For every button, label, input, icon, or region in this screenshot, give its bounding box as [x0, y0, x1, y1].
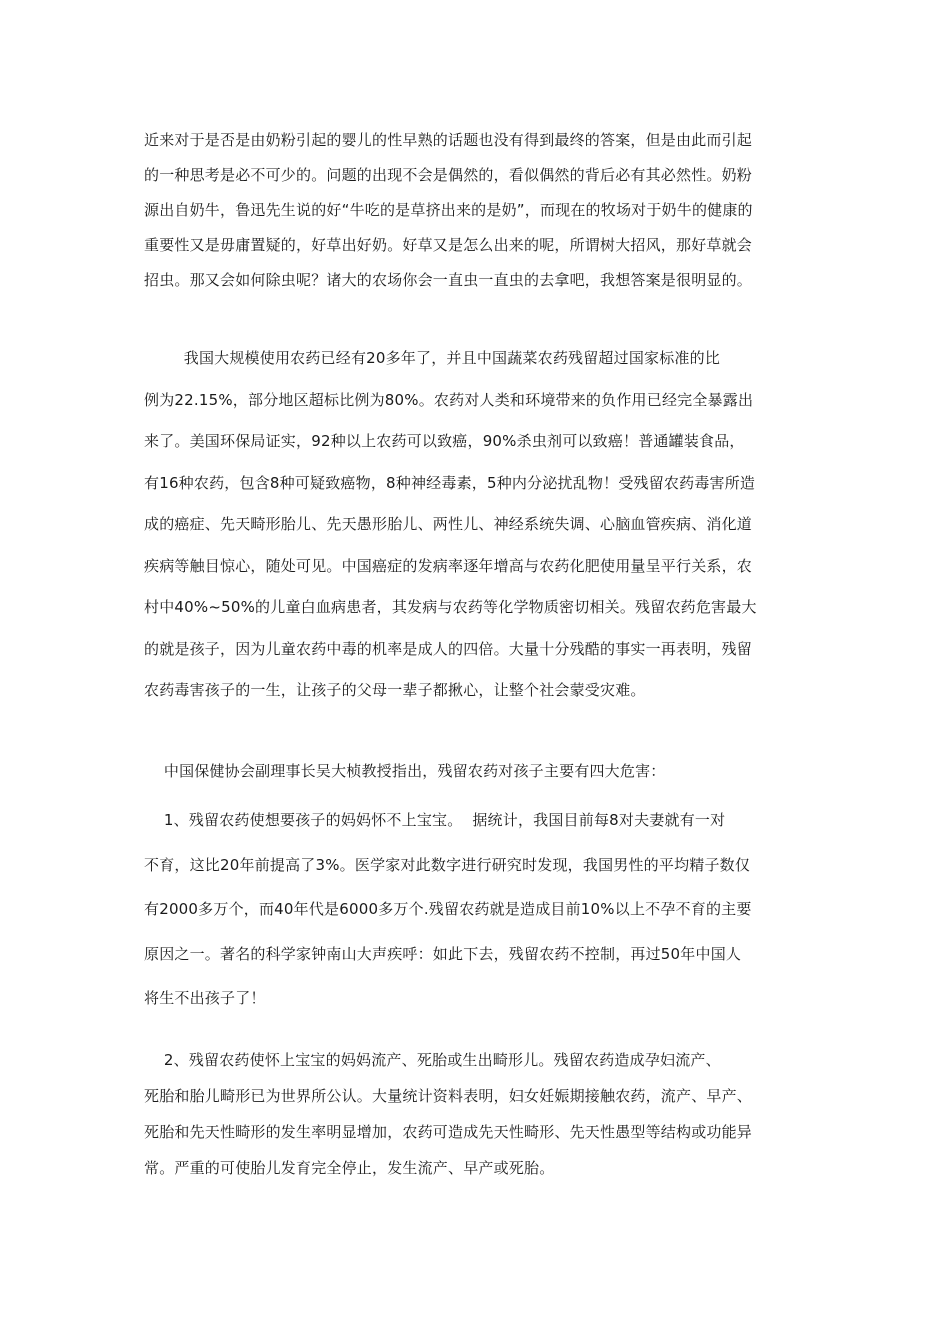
- text-line: 有16种农药，包含8种可疑致癌物，8种神经毒素，5种内分泌扰乱物！受残留农药毒害所造: [144, 473, 756, 492]
- text-line: 村中40%~50%的儿童白血病患者，其发病与农药等化学物质密切相关。残留农药危害最大: [144, 598, 757, 616]
- text-line: 农药毒害孩子的一生，让孩子的父母一辈子都揪心，让整个社会蒙受灾难。: [144, 681, 646, 699]
- paragraph-hazard-1: [144, 798, 806, 1021]
- text-line: 招虫。那又会如何除虫呢？诸大的农场你会一直虫一直虫的去拿吧，我想答案是很明显的。: [144, 271, 753, 289]
- text-line: 例为22.15%，部分地区超标比例为80%。农药对人类和环境带来的负作用已经完全暴露出: [144, 390, 754, 409]
- text-line: 重要性又是毋庸置疑的，好草出好奶。好草又是怎么出来的呢，所谓树大招风，那好草就会: [144, 236, 753, 254]
- text-line: 有2000多万个，而40年代是6000多万个.残留农药就是造成目前10%以上不孕不育的主要: [144, 900, 752, 918]
- paragraph-infant-formula: [144, 123, 806, 298]
- text-line: 原因之一。著名的科学家钟南山大声疾呼：如此下去，残留农药不控制，再过50年中国人: [144, 944, 742, 963]
- text-line: 我国大规模使用农药已经有20多年了，并且中国蔬菜农药残留超过国家标准的比: [144, 349, 721, 367]
- text-line: 不育，这比20年前提高了3%。医学家对此数字进行研究时发现，我国男性的平均精子数仅: [144, 855, 751, 874]
- text-line: 将生不出孩子了！: [144, 989, 266, 1007]
- paragraph-hazard-2: [144, 1042, 806, 1186]
- text-line: 死胎和先天性畸形的发生率明显增加，农药可造成先天性畸形、先天性愚型等结构或功能异: [144, 1123, 753, 1141]
- text-line: 源出自奶牛，鲁迅先生说的好“牛吃的是草挤出来的是奶”，而现在的牧场对于奶牛的健康的: [144, 201, 753, 219]
- paragraph-pesticide-residue: [144, 338, 806, 712]
- text-line: 中国保健协会副理事长吴大桢教授指出，残留农药对孩子主要有四大危害：: [144, 762, 666, 780]
- text-line: 常。严重的可使胎儿发育完全停止，发生流产、早产或死胎。: [144, 1159, 555, 1177]
- text-line: 来了。美国环保局证实，92种以上农药可以致癌，90%杀虫剂可以致癌！普通罐装食品，: [144, 432, 745, 450]
- text-line: 近来对于是否是由奶粉引起的婴儿的性早熟的话题也没有得到最终的答案，但是由此而引起: [144, 131, 753, 149]
- text-line: 死胎和胎儿畸形已为世界所公认。大量统计资料表明，妇女妊娠期接触农药，流产、早产、: [144, 1087, 753, 1105]
- text-line: 的就是孩子，因为儿童农药中毒的机率是成人的四倍。大量十分残酷的事实一再表明，残留: [144, 639, 753, 658]
- text-line: 疾病等触目惊心，随处可见。中国癌症的发病率逐年增高与农药化肥使用量呈平行关系，农: [144, 556, 753, 575]
- paragraph-four-hazards-intro: [144, 754, 806, 789]
- text-line: 2、残留农药使怀上宝宝的妈妈流产、死胎或生出畸形儿。残留农药造成孕妇流产、: [144, 1051, 721, 1069]
- text-line: 的一种思考是必不可少的。问题的出现不会是偶然的，看似偶然的背后必有其必然性。奶粉: [144, 166, 753, 184]
- text-line: 成的癌症、先天畸形胎儿、先天愚形胎儿、两性儿、神经系统失调、心脑血管疾病、消化道: [144, 515, 753, 533]
- text-line: 1、残留农药使想要孩子的妈妈怀不上宝宝。 据统计，我国目前每8对夫妻就有一对: [144, 811, 726, 829]
